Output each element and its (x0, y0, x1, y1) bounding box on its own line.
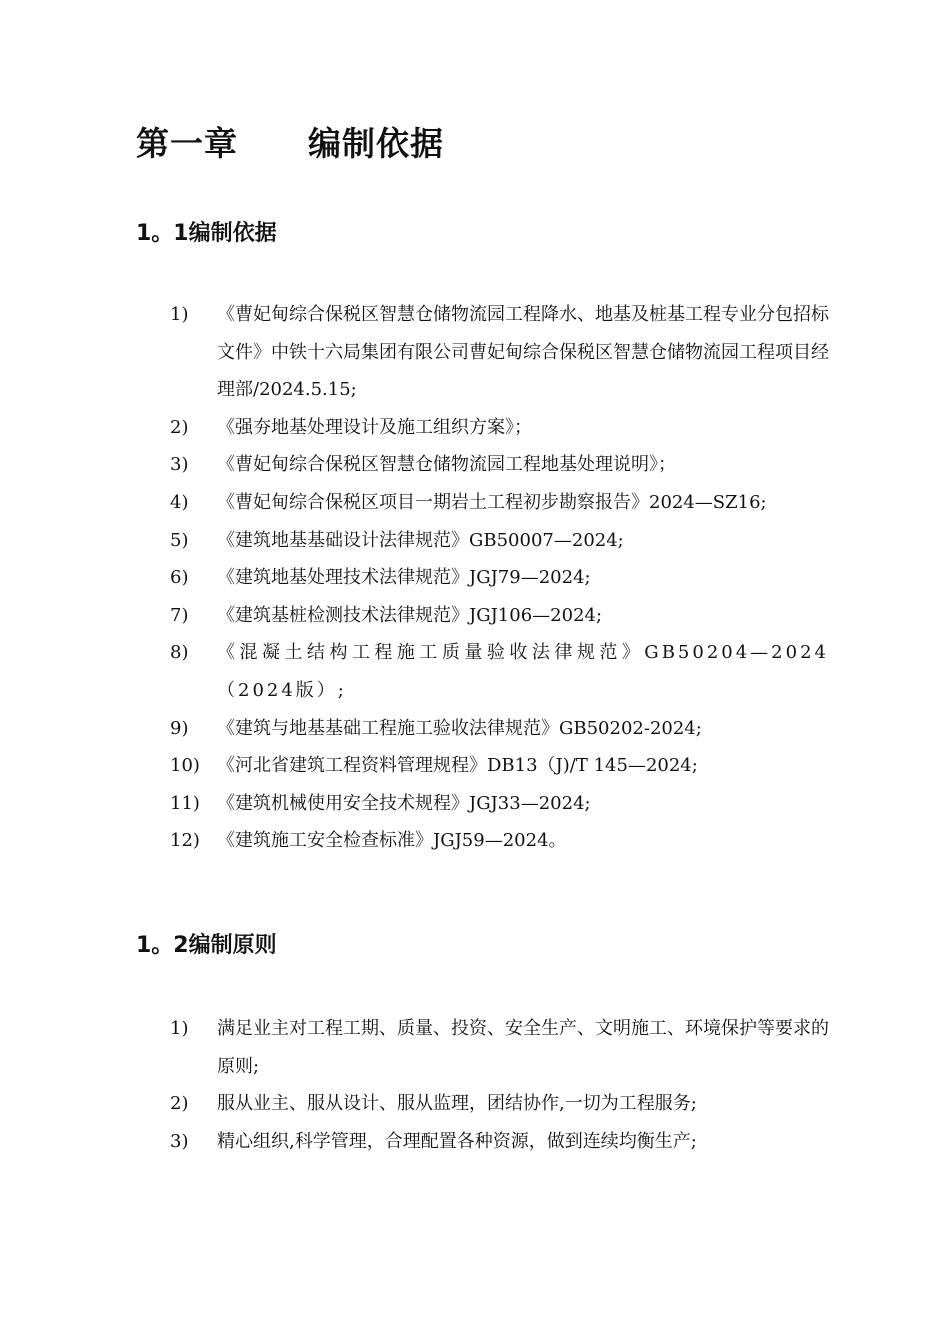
item-number: 2) (170, 416, 189, 438)
list-item (0, 296, 950, 409)
item-number: 9) (170, 717, 189, 739)
item-number: 1) (170, 304, 189, 325)
list-item (0, 634, 950, 709)
item-number: 5) (170, 529, 189, 551)
item-text: 《混凝土结构工程施工质量验收法律规范》GB50204—2024（2024版）; (217, 642, 829, 701)
item-text: 《建筑与地基基础工程施工验收法律规范》GB50202-2024; (217, 717, 702, 739)
item-text: 《建筑机械使用安全技术规程》JGJ33—2024; (217, 792, 591, 814)
list-item (0, 747, 950, 785)
item-number: 4) (170, 491, 189, 513)
basis-list (0, 296, 950, 860)
list-item (0, 446, 950, 484)
item-number: 8) (170, 642, 189, 664)
list-item (0, 1123, 950, 1161)
item-text: 《建筑施工安全检查标准》JGJ59—2024。 (217, 830, 567, 852)
item-text: 服从业主、服从设计、服从监理，团结协作,一切为工程服务; (217, 1093, 697, 1115)
item-text: 《强夯地基处理设计及施工组织方案》； (217, 416, 532, 438)
list-item (0, 559, 950, 597)
list-item (0, 597, 950, 635)
item-number: 2) (170, 1093, 189, 1115)
item-text: 《建筑地基基础设计法律规范》GB50007—2024; (217, 529, 624, 551)
item-text: 《曹妃甸综合保税区智慧仓储物流园工程降水、地基及桩基工程专业分包招标文件》中铁十六局集团有限公司曹妃甸综合保税区智慧仓储物流园工程项目经理部/2024.5.15; (217, 304, 829, 401)
item-text: 精心组织,科学管理，合理配置各种资源，做到连续均衡生产; (217, 1130, 697, 1152)
item-number: 3) (170, 454, 189, 476)
item-number: 7) (170, 604, 189, 626)
list-item (0, 785, 950, 823)
chapter-subtitle: 编制依据 (308, 124, 444, 163)
list-item (0, 822, 950, 860)
item-text: 《建筑基桩检测技术法律规范》JGJ106—2024; (217, 604, 603, 626)
item-number: 10) (170, 755, 200, 777)
principles-list (0, 1010, 950, 1160)
item-text: 《曹妃甸综合保税区智慧仓储物流园工程地基处理说明》； (217, 454, 676, 476)
item-number: 6) (170, 567, 189, 589)
item-number: 12) (170, 830, 200, 852)
list-item (0, 1010, 950, 1085)
section-heading-principles: 1。2编制原则 (136, 933, 277, 958)
item-text: 满足业主对工程工期、质量、投资、安全生产、文明施工、环境保护等要求的原则; (217, 1018, 829, 1077)
chapter-number: 第一章 (136, 124, 238, 163)
item-number: 11) (170, 792, 200, 814)
item-text: 《河北省建筑工程资料管理规程》DB13（J)/T 145—2024; (217, 755, 698, 777)
item-number: 1) (170, 1018, 189, 1039)
list-item (0, 1085, 950, 1123)
list-item (0, 710, 950, 748)
list-item (0, 484, 950, 522)
item-text: 《建筑地基处理技术法律规范》JGJ79—2024; (217, 567, 591, 589)
item-number: 3) (170, 1130, 189, 1152)
list-item (0, 409, 950, 447)
list-item (0, 522, 950, 560)
section-heading-basis: 1。1编制依据 (136, 221, 277, 246)
chapter-title (136, 122, 444, 166)
item-text: 《曹妃甸综合保税区项目一期岩土工程初步勘察报告》2024—SZ16; (217, 491, 767, 513)
